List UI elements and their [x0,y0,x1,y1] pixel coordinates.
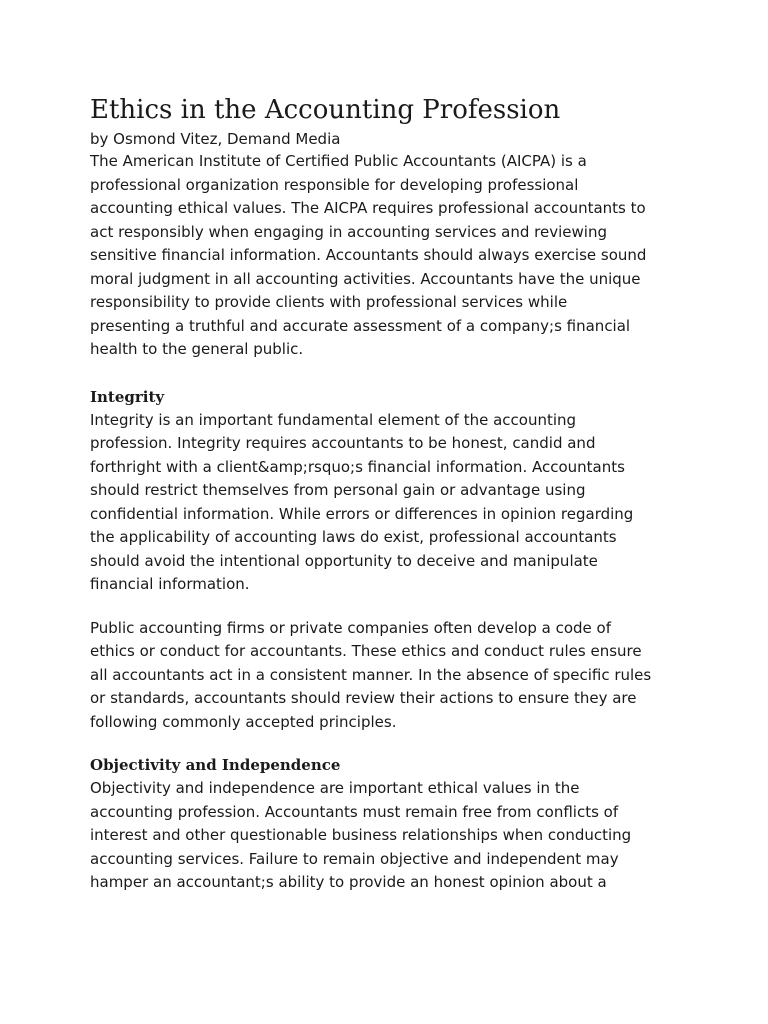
section-heading-objectivity: Objectivity and Independence [90,756,341,774]
document-page [90,92,690,895]
objectivity-paragraph-1: Objectivity and independence are important ethical values in the accounting profession. Accountants must remain free from conflicts of interest and other questionable business relationships when conducting accounting services. Failure to remain objective and independent may hamper an accountant;s ability to provide an honest opinion about a [90,779,632,891]
spacer [90,734,690,754]
article-byline: by Osmond Vitez, Demand Media [90,130,341,148]
integrity-paragraph-2: Public accounting firms or private companies often develop a code of ethics or conduct for accountants. These ethics and conduct rules ensure all accountants act in a consistent manner. In the absence of specific rules or standards, accountants should review their actions to ensure they are following commonly accepted principles. [90,618,652,731]
article-title: Ethics in the Accounting Profession [90,95,561,125]
spacer [90,597,690,617]
intro-paragraph: The American Institute of Certified Public Accountants (AICPA) is a professional organization responsible for developing professional accounting ethical values. The AICPA requires professional accountants to act responsibly when engaging in accounting services and reviewing sensitive financial information. Accountants should always exercise sound moral judgment in all accounting activities. Accountants have the unique responsibility to provide clients with professional services while presenting a truthful and accurate assessment of a company;s financial health to the general public. [90,152,647,358]
integrity-paragraph-1: Integrity is an important fundamental element of the accounting profession. Integrity requires accountants to be honest, candid and forthright with a client&amp;rsquo;s financial information. Accountants should restrict themselves from personal gain or advantage using confidential information. While errors or differences in opinion regarding the applicability of accounting laws do exist, professional accountants should avoid the intentional opportunity to deceive and manipulate financial information. [90,410,634,593]
section-heading-integrity: Integrity [90,387,165,406]
spacer [90,362,690,386]
